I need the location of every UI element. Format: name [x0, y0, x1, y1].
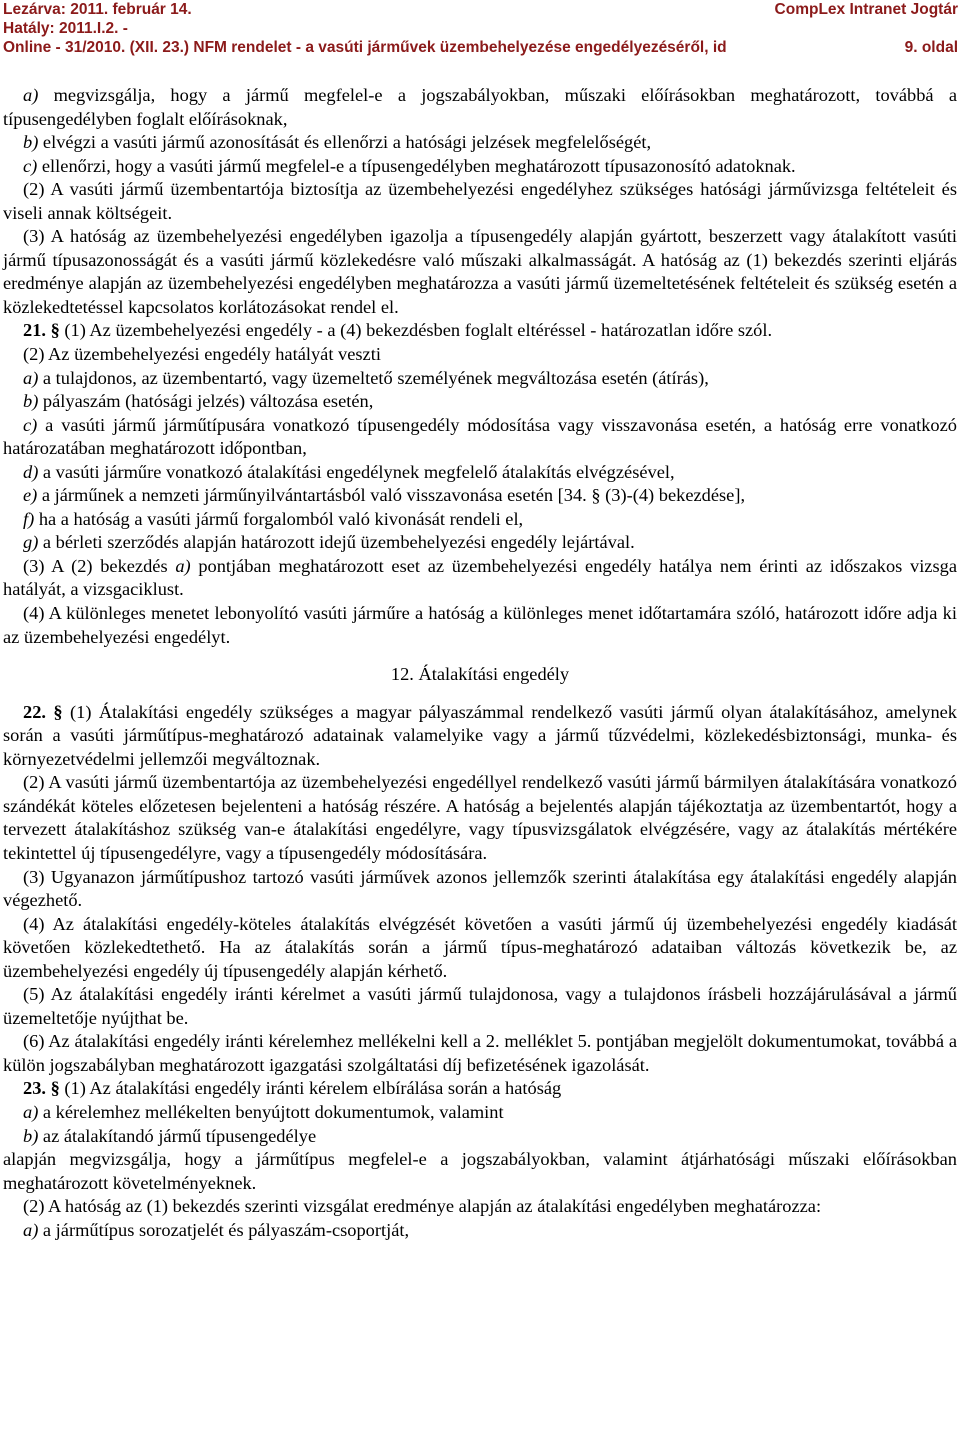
point-label: f) — [23, 508, 35, 529]
point-label: c) — [23, 155, 38, 176]
paragraph: b) az átalakítandó jármű típusengedélye — [23, 1125, 317, 1146]
point-label: a) — [175, 555, 191, 576]
section-23: 23. § (1) Az átalakítási engedély iránti kérelem elbírálása során a hatóság — [23, 1078, 562, 1099]
point-label: a) — [23, 85, 39, 105]
paragraph: (2) A vasúti jármű üzembentartója biztosítja az üzembehelyezési engedélyhez szükséges hatósági járművizsga feltételeit és viseli annak költségeit. — [3, 179, 957, 223]
paragraph: (5) Az átalakítási engedély iránti kérelmet a vasúti jármű tulajdonosa, vagy a tulajdonos írásbeli hozzájárulásával a jármű üzemeltetője nyújthat be. — [3, 984, 957, 1028]
paragraph: (6) Az átalakítási engedély iránti kérelemhez mellékelni kell a 2. melléklet 5. pontjában megjelölt dokumentumokat, továbbá a külön jogszabályban meghatározott igazgatási szolgáltatási díj befizetésének igazolását. — [3, 1031, 957, 1075]
point-label: b) — [23, 391, 39, 412]
paragraph: alapján megvizsgálja, hogy a járműtípus megfelel-e a jogszabályokban, valamint átjárhatósági műszaki előírásokban meghatározott követelményeknek. — [3, 1149, 957, 1193]
paragraph: (2) Az üzembehelyezési engedély hatályát veszti — [23, 344, 381, 365]
document-reference: Online - 31/2010. (XII. 23.) NFM rendelet - a vasúti járművek üzembehelyezése engedélyezéséről, id — [3, 39, 727, 56]
paragraph: (2) A hatóság az (1) bekezdés szerinti vizsgálat eredménye alapján az átalakítási engedélyben meghatározza: — [23, 1196, 822, 1217]
section-22: 22. § (1) Átalakítási engedély szükséges a magyar pályaszámmal rendelkező vasúti jármű olyan átalakításához, amelynek során a vasúti járműtípus-meghatározó adatainak valamelyike vagy a jármű tűzvédelmi, közlekedésbiztonsági, munka- és környezetvédelmi jellemzői megváltoznak. — [3, 701, 957, 769]
paragraph: a) megvizsgálja, hogy a jármű megfelel-e a jogszabályokban, műszaki előírásokban meghatározott, továbbá a típusengedélyben foglalt előírásoknak, — [3, 85, 957, 129]
point-label: a) — [23, 1219, 39, 1240]
paragraph: (4) A különleges menetet lebonyolító vasúti járműre a hatóság a különleges menet időtartamára szóló, határozott időre adja ki az üzembehelyezési engedélyt. — [3, 603, 957, 647]
header-row-2 — [3, 19, 958, 38]
paragraph: c) a vasúti jármű járműtípusára vonatkozó típusengedély módosítása vagy visszavonása esetén, a hatóság erre vonatkozó határozatában meghatározott időpontban, — [3, 414, 957, 459]
paragraph: a) a tulajdonos, az üzembentartó, vagy üzemeltető személyének megváltozása esetén (átírás), — [23, 367, 709, 388]
document-body — [3, 84, 957, 1242]
point-label: e) — [23, 485, 38, 506]
brand-name: CompLex Intranet Jogtár — [774, 1, 958, 18]
paragraph: b) pályaszám (hatósági jelzés) változása esetén, — [23, 391, 374, 412]
point-label: g) — [23, 532, 39, 553]
paragraph: (3) A (2) bekezdés a) pontjában meghatározott eset az üzembehelyezési engedély hatálya nem érinti az időszakos vizsga hatályát, a vizsgaciklust. — [3, 555, 957, 600]
page-number: 9. oldal — [904, 39, 958, 56]
paragraph: (3) A hatóság az üzembehelyezési engedélyben igazolja a típusengedély alapján gyártott, beszerzett vagy átalakított vasúti jármű típusazonosságát és a vasúti jármű közlekedésre való műszaki alkalmasságát. A hatóság az (1) bekezdés szerinti eljárás eredménye alapján az üzembehelyezési engedélyben meghatározza a vasúti jármű üzemeltetésének feltételeit és szükség esetén a közlekedtetéssel kapcsolatos korlátozásokat rendel el. — [3, 226, 957, 317]
point-label: c) — [23, 414, 38, 435]
effective-date: Hatály: 2011.I.2. - — [3, 20, 128, 37]
paragraph: (3) Ugyanazon járműtípushoz tartozó vasúti járművek azonos jellemzők szerinti átalakítása egy átalakítási engedély alapján végezhető. — [3, 866, 957, 911]
paragraph: (2) A vasúti jármű üzembentartója az üzembehelyezési engedéllyel rendelkező vasúti jármű bármilyen átalakítására vonatkozó szándékát köteles előzetesen bejelenteni a hatóság részére. A hatóság a bejelentés alapján tájékoztatja az üzembentartót, hogy a tervezett átalakításhoz szükség van-e átalakítási engedélyre, vagy típusvizsgálatok elvégzésére, vagy az átalakítás mértékére tekintettel új típusengedélyre, vagy a típusengedély módosítására. — [3, 772, 957, 863]
closing-date: Lezárva: 2011. február 14. — [3, 1, 192, 18]
point-label: a) — [23, 367, 39, 388]
paragraph: a) a kérelemhez mellékelten benyújtott dokumentumok, valamint — [23, 1101, 504, 1122]
section-number: 21. § — [23, 320, 60, 341]
paragraph: a) a járműtípus sorozatjelét és pályaszám-csoportját, — [23, 1219, 410, 1240]
header-row-3 — [3, 38, 958, 57]
paragraph: d) a vasúti járműre vonatkozó átalakítási engedélynek megfelelő átalakítás elvégzésével, — [23, 461, 675, 482]
chapter-heading: 12. Átalakítási engedély — [390, 664, 570, 685]
paragraph: g) a bérleti szerződés alapján határozott idejű üzembehelyezési engedély lejártával. — [23, 532, 635, 553]
point-label: b) — [23, 132, 39, 153]
point-label: d) — [23, 461, 39, 482]
paragraph: b) elvégzi a vasúti jármű azonosítását és ellenőrzi a hatósági jelzések megfelelőségét, — [23, 132, 652, 153]
section-number: 23. § — [23, 1078, 60, 1099]
header-row-1 — [3, 0, 958, 19]
paragraph: e) a járműnek a nemzeti járműnyilvántartásból való visszavonása esetén [34. § (3)-(4) bekezdése], — [23, 485, 746, 506]
paragraph: f) ha a hatóság a vasúti jármű forgalomból való kivonását rendeli el, — [23, 508, 524, 529]
paragraph: c) ellenőrzi, hogy a vasúti jármű megfelel-e a típusengedélyben meghatározott típusazonosító adatoknak. — [23, 155, 796, 176]
paragraph: (4) Az átalakítási engedély-köteles átalakítás elvégzését követően a vasúti jármű új üzembehelyezési engedély kiadását követően közlekedtethető. Ha az átalakítás során a jármű típus-meghatározó adataiban változás következik be, az üzembehelyezési engedély új típusengedély alapján kérhető. — [3, 913, 957, 981]
point-label: b) — [23, 1125, 39, 1146]
page-header — [3, 0, 958, 57]
section-number: 22. § — [23, 701, 63, 722]
point-label: a) — [23, 1101, 39, 1122]
section-21: 21. § (1) Az üzembehelyezési engedély - a (4) bekezdésben foglalt eltéréssel - határozatlan időre szól. — [23, 320, 773, 341]
